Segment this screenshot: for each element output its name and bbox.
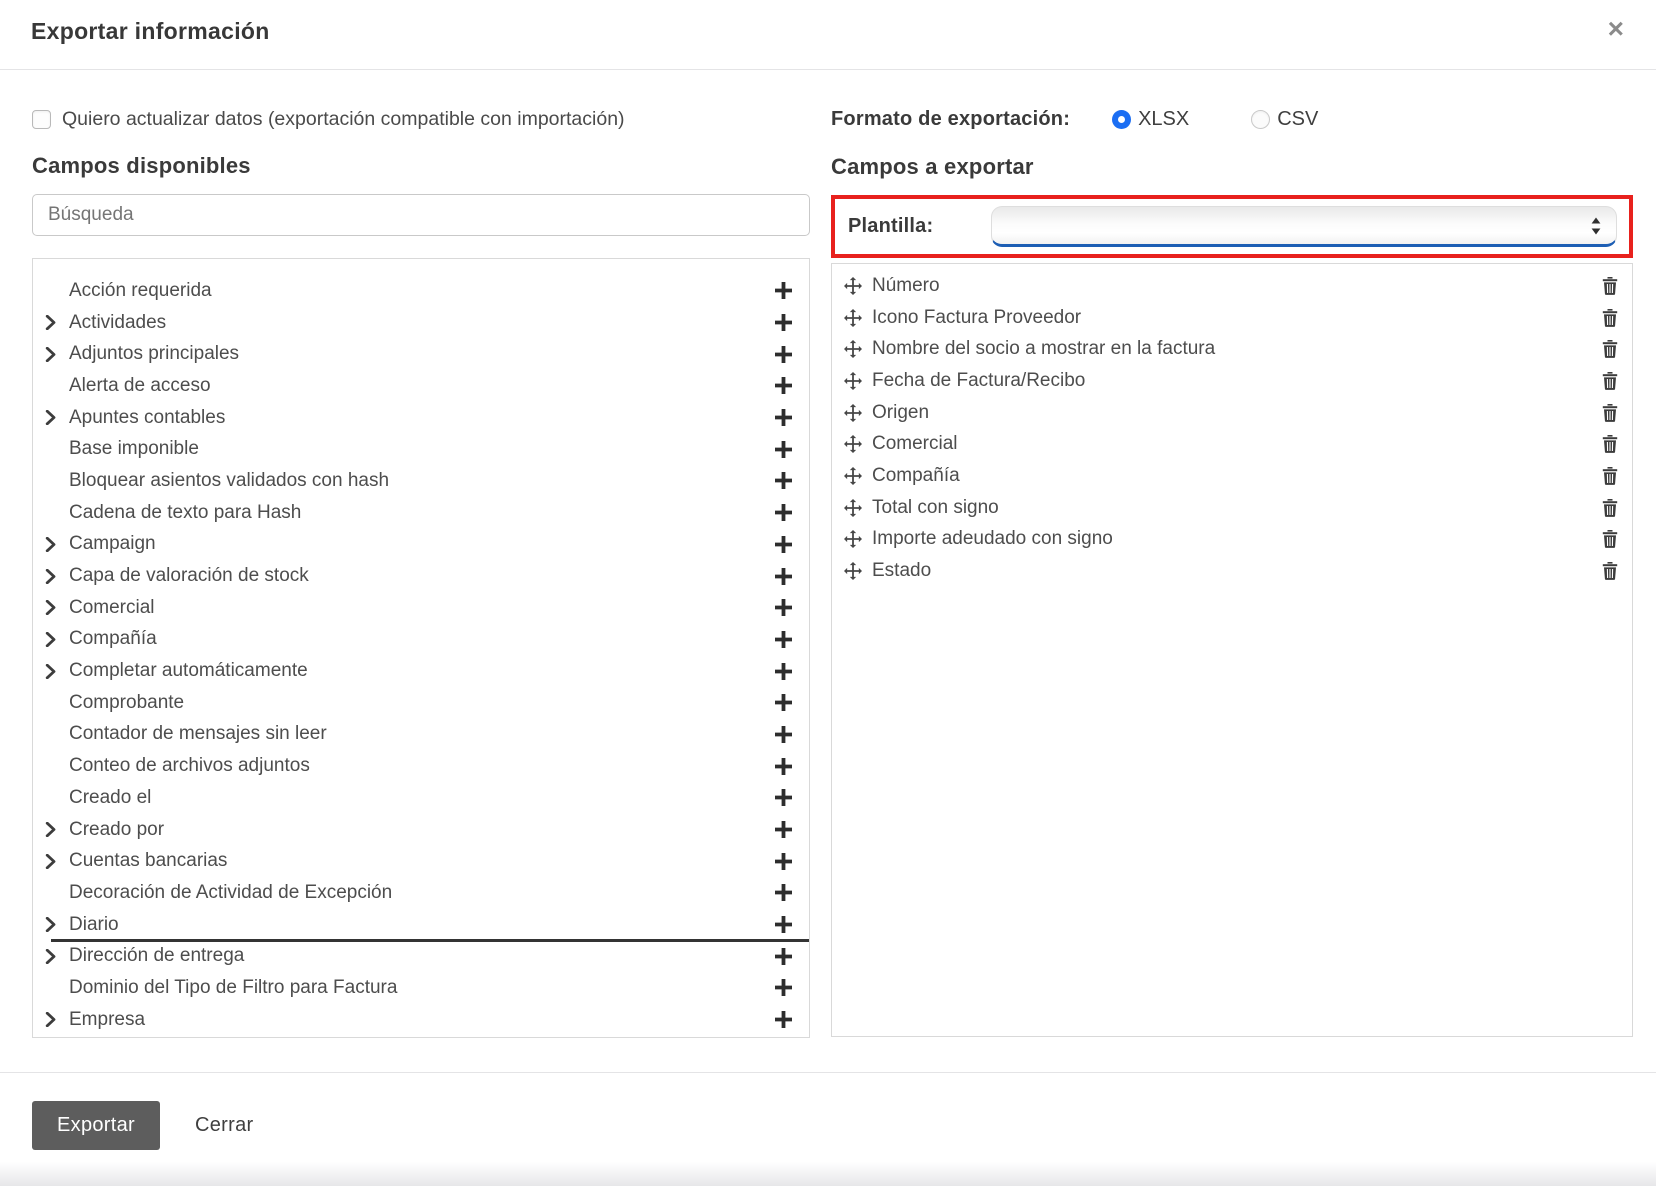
export-field-label: Número	[872, 274, 940, 296]
add-field-icon[interactable]	[775, 948, 792, 965]
export-field-row[interactable]	[844, 524, 1618, 556]
available-fields-column	[32, 105, 810, 1038]
format-csv-label: CSV	[1277, 107, 1319, 130]
export-format-row	[831, 105, 1633, 133]
export-field-row[interactable]	[844, 492, 1618, 524]
remove-field-trash-icon[interactable]	[1602, 562, 1618, 580]
available-field-label: Dominio del Tipo de Filtro para Factura	[69, 976, 398, 998]
available-field-label: Adjuntos principales	[69, 343, 240, 365]
expand-chevron-icon[interactable]	[45, 410, 69, 425]
available-field-label: Capa de valoración de stock	[69, 565, 309, 587]
move-handle-icon[interactable]	[844, 467, 864, 485]
add-field-icon[interactable]	[775, 884, 792, 901]
close-icon[interactable]: ×	[1602, 14, 1630, 44]
export-fields-list[interactable]	[831, 263, 1633, 1037]
remove-field-trash-icon[interactable]	[1602, 372, 1618, 390]
export-field-label: Icono Factura Proveedor	[872, 306, 1082, 328]
available-field-row[interactable]	[33, 845, 809, 877]
available-field-label: Actividades	[69, 311, 167, 333]
move-handle-icon[interactable]	[844, 309, 864, 327]
format-option-csv[interactable]	[1251, 108, 1318, 131]
add-field-icon[interactable]	[775, 663, 792, 680]
export-field-row[interactable]	[844, 302, 1618, 334]
move-handle-icon[interactable]	[844, 340, 864, 358]
available-field-label: Acción requerida	[69, 279, 212, 301]
available-field-row[interactable]	[33, 719, 809, 751]
export-field-row[interactable]	[844, 333, 1618, 365]
available-field-label: Conteo de archivos adjuntos	[69, 755, 310, 777]
available-field-label: Apuntes contables	[69, 406, 226, 428]
export-field-label: Importe adeudado con signo	[872, 528, 1113, 550]
add-field-icon[interactable]	[775, 441, 792, 458]
available-field-row[interactable]	[33, 275, 809, 307]
available-field-row[interactable]	[33, 370, 809, 402]
add-field-icon[interactable]	[775, 504, 792, 521]
available-field-row[interactable]	[33, 814, 809, 846]
format-xlsx-label: XLSX	[1138, 107, 1190, 130]
add-field-icon[interactable]	[775, 536, 792, 553]
expand-chevron-icon[interactable]	[45, 347, 69, 362]
available-field-row[interactable]	[33, 877, 809, 909]
available-field-label: Dirección de entrega	[69, 945, 245, 967]
expand-chevron-icon[interactable]	[45, 664, 69, 679]
available-field-row[interactable]	[33, 307, 809, 339]
add-field-icon[interactable]	[775, 979, 792, 996]
add-field-icon[interactable]	[775, 916, 792, 933]
remove-field-trash-icon[interactable]	[1602, 277, 1618, 295]
available-field-label: Cadena de texto para Hash	[69, 501, 302, 523]
update-data-option[interactable]	[32, 105, 810, 133]
available-field-label: Comprobante	[69, 691, 185, 713]
available-field-row[interactable]	[33, 655, 809, 687]
add-field-icon[interactable]	[775, 631, 792, 648]
expand-chevron-icon[interactable]	[45, 822, 69, 837]
available-field-row[interactable]	[33, 529, 809, 561]
expand-chevron-icon[interactable]	[45, 569, 69, 584]
add-field-icon[interactable]	[775, 409, 792, 426]
available-fields-list[interactable]	[32, 258, 810, 1038]
add-field-icon[interactable]	[775, 853, 792, 870]
available-fields-heading: Campos disponibles	[32, 153, 251, 178]
export-field-label: Compañía	[872, 464, 960, 486]
available-field-row[interactable]	[33, 972, 809, 1004]
available-field-label: Creado el	[69, 786, 152, 808]
add-field-icon[interactable]	[775, 377, 792, 394]
available-field-label: Compañía	[69, 628, 157, 650]
available-field-row[interactable]	[33, 782, 809, 814]
available-field-row[interactable]	[33, 433, 809, 465]
format-option-xlsx[interactable]	[1112, 108, 1189, 131]
add-field-icon[interactable]	[775, 472, 792, 489]
expand-chevron-icon[interactable]	[45, 315, 69, 330]
add-field-icon[interactable]	[775, 568, 792, 585]
bottom-shadow	[0, 1162, 1656, 1186]
available-field-row[interactable]	[33, 465, 809, 497]
cerrar-button[interactable]: Cerrar	[189, 1113, 259, 1138]
move-handle-icon[interactable]	[844, 277, 864, 295]
available-field-row[interactable]	[33, 940, 809, 972]
available-field-row[interactable]	[33, 909, 809, 941]
move-handle-icon[interactable]	[844, 530, 864, 548]
export-field-label: Estado	[872, 560, 932, 582]
dialog-body	[0, 70, 1656, 1038]
add-field-icon[interactable]	[775, 821, 792, 838]
available-field-row[interactable]	[33, 624, 809, 656]
available-field-row[interactable]	[33, 497, 809, 529]
radio-unselected-icon[interactable]	[1251, 110, 1270, 129]
move-handle-icon[interactable]	[844, 562, 864, 580]
add-field-icon[interactable]	[775, 789, 792, 806]
add-field-icon[interactable]	[775, 282, 792, 299]
remove-field-trash-icon[interactable]	[1602, 309, 1618, 327]
export-field-label: Fecha de Factura/Recibo	[872, 369, 1086, 391]
export-field-row[interactable]	[844, 365, 1618, 397]
available-field-label: Comercial	[69, 596, 155, 618]
remove-field-trash-icon[interactable]	[1602, 530, 1618, 548]
available-field-label: Cuentas bancarias	[69, 850, 228, 872]
export-format-label: Formato de exportación:	[831, 107, 1071, 130]
export-field-label: Total con signo	[872, 496, 999, 518]
export-fields-heading: Campos a exportar	[831, 154, 1034, 179]
export-field-row[interactable]	[844, 555, 1618, 587]
radio-selected-icon[interactable]	[1112, 110, 1131, 129]
update-data-label: Quiero actualizar datos (exportación compatible con importación)	[62, 107, 625, 130]
available-field-label: Contador de mensajes sin leer	[69, 723, 327, 745]
dialog-footer	[0, 1072, 1656, 1150]
available-field-label: Creado por	[69, 818, 165, 840]
move-handle-icon[interactable]	[844, 435, 864, 453]
expand-chevron-icon[interactable]	[45, 854, 69, 869]
expand-chevron-icon[interactable]	[45, 632, 69, 647]
move-handle-icon[interactable]	[844, 499, 864, 517]
available-field-row[interactable]	[33, 1004, 809, 1036]
template-row-highlight	[831, 195, 1633, 258]
available-field-row[interactable]	[33, 687, 809, 719]
available-field-label: Campaign	[69, 533, 156, 555]
template-select[interactable]	[991, 206, 1617, 247]
add-field-icon[interactable]	[775, 726, 792, 743]
dialog-title: Exportar información	[31, 18, 270, 44]
template-label: Plantilla:	[848, 215, 934, 237]
export-button[interactable]: Exportar	[32, 1101, 160, 1150]
expand-chevron-icon[interactable]	[45, 537, 69, 552]
add-field-icon[interactable]	[775, 758, 792, 775]
remove-field-trash-icon[interactable]	[1602, 499, 1618, 517]
export-field-row[interactable]	[844, 460, 1618, 492]
remove-field-trash-icon[interactable]	[1602, 404, 1618, 422]
expand-chevron-icon[interactable]	[45, 949, 69, 964]
available-field-label: Diario	[69, 913, 119, 935]
export-field-row[interactable]	[844, 270, 1618, 302]
available-field-label: Empresa	[69, 1008, 146, 1030]
add-field-icon[interactable]	[775, 314, 792, 331]
remove-field-trash-icon[interactable]	[1602, 435, 1618, 453]
add-field-icon[interactable]	[775, 346, 792, 363]
expand-chevron-icon[interactable]	[45, 917, 69, 932]
available-field-label: Bloquear asientos validados con hash	[69, 469, 390, 491]
dialog-header	[0, 0, 1656, 70]
expand-chevron-icon[interactable]	[45, 600, 69, 615]
export-field-label: Origen	[872, 401, 930, 423]
available-field-row[interactable]	[33, 560, 809, 592]
export-fields-column	[831, 105, 1633, 1038]
export-field-row[interactable]	[844, 428, 1618, 460]
search-input[interactable]	[32, 194, 810, 236]
add-field-icon[interactable]	[775, 1011, 792, 1028]
export-field-row[interactable]	[844, 397, 1618, 429]
add-field-icon[interactable]	[775, 694, 792, 711]
available-field-label: Base imponible	[69, 438, 199, 460]
remove-field-trash-icon[interactable]	[1602, 340, 1618, 358]
select-spinner-icon	[1591, 217, 1601, 234]
available-field-label: Completar automáticamente	[69, 660, 308, 682]
add-field-icon[interactable]	[775, 599, 792, 616]
remove-field-trash-icon[interactable]	[1602, 467, 1618, 485]
update-data-checkbox[interactable]	[32, 110, 51, 129]
available-field-row[interactable]	[33, 338, 809, 370]
expand-chevron-icon[interactable]	[45, 1012, 69, 1027]
available-field-row[interactable]	[33, 750, 809, 782]
available-field-row[interactable]	[33, 402, 809, 434]
available-field-label: Alerta de acceso	[69, 374, 211, 396]
available-field-row[interactable]	[33, 592, 809, 624]
export-field-label: Comercial	[872, 433, 958, 455]
move-handle-icon[interactable]	[844, 404, 864, 422]
export-field-label: Nombre del socio a mostrar en la factura	[872, 338, 1216, 360]
move-handle-icon[interactable]	[844, 372, 864, 390]
available-field-label: Decoración de Actividad de Excepción	[69, 881, 393, 903]
